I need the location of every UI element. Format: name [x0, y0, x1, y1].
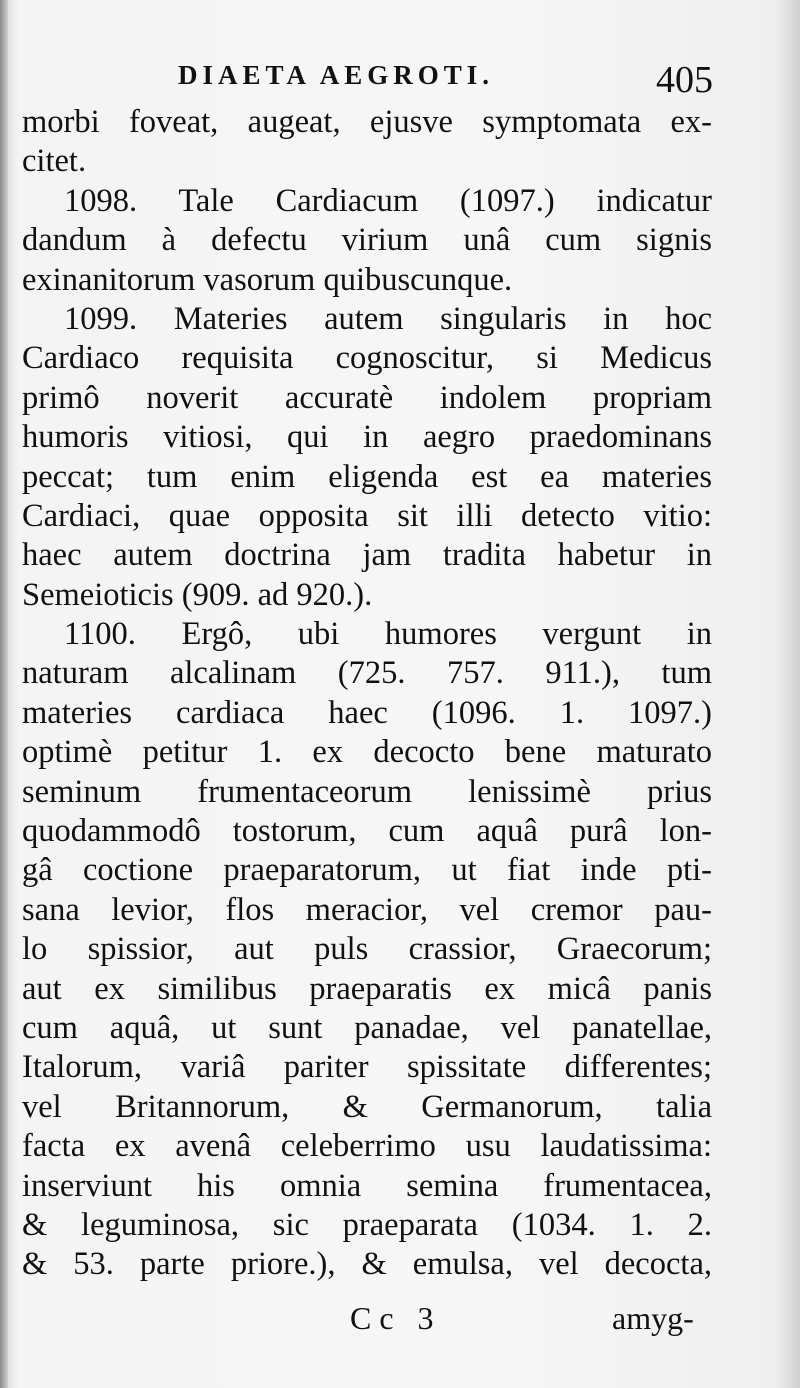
running-head [0, 58, 800, 102]
page-gutter-shadow [0, 0, 8, 1388]
text-line: exinanitorum vasorum quibuscunque. [22, 261, 513, 298]
text-line: Cardiaco requisita cognoscitur, si Medicus [22, 340, 712, 377]
text-line: seminum frumentaceorum lenissimè prius [22, 773, 712, 810]
text-line: optimè petitur 1. ex decocto bene maturato [22, 734, 712, 771]
text-line: Italorum, variâ pariter spissitate differentes; [22, 1049, 712, 1086]
text-line: & 53. parte priore.), & emulsa, vel decocta, [22, 1246, 712, 1283]
page-number: 405 [656, 59, 713, 101]
text-line: humoris vitiosi, qui in aegro praedominans [22, 419, 712, 456]
text-line: lo spissior, aut puls crassior, Graecorum; [22, 931, 712, 968]
paragraph-1098-start: 1098. Tale Cardiacum (1097.) indicatur [64, 182, 712, 219]
text-line: cum aquâ, ut sunt panadae, vel panatellae, [22, 1009, 712, 1046]
text-line: vel Britannorum, & Germanorum, talia [22, 1088, 712, 1125]
catchword: amyg- [612, 1300, 694, 1336]
page-footer [0, 1300, 800, 1350]
text-line: Semeioticis (909. ad 920.). [22, 576, 373, 613]
paragraph-1100-start: 1100. Ergô, ubi humores vergunt in [64, 616, 712, 653]
text-line: & leguminosa, sic praeparata (1034. 1. 2. [22, 1206, 712, 1243]
text-line: materies cardiaca haec (1096. 1. 1097.) [22, 694, 712, 731]
signature-mark: Cc 3 [350, 1300, 442, 1336]
text-line: gâ coctione praeparatorum, ut fiat inde pti- [22, 852, 712, 889]
text-line: Cardiaci, quae opposita sit illi detecto vitio: [22, 497, 712, 534]
text-line: primô noverit accuratè indolem propriam [22, 379, 712, 416]
text-line: morbi foveat, augeat, ejusve symptomata ex- [22, 104, 712, 140]
text-line: naturam alcalinam (725. 757. 911.), tum [22, 655, 712, 692]
body-text [22, 103, 712, 1285]
text-line: peccat; tum enim eligenda est ea materies [22, 458, 712, 495]
text-line: haec autem doctrina jam tradita habetur in [22, 537, 712, 574]
text-line: sana levior, flos meracior, vel cremor pau- [22, 891, 712, 928]
text-line: dandum à defectu virium unâ cum signis [22, 222, 712, 259]
text-line: facta ex avenâ celeberrimo usu laudatissima: [22, 1128, 712, 1165]
running-head-title: DIAETA AEGROTI. [178, 60, 495, 90]
text-line: quodammodô tostorum, cum aquâ purâ lon- [22, 813, 712, 850]
text-line: citet. [22, 143, 87, 180]
paragraph-1099-start: 1099. Materies autem singularis in hoc [64, 300, 712, 337]
text-line: aut ex similibus praeparatis ex micâ panis [22, 970, 712, 1007]
text-line: inserviunt his omnia semina frumentacea, [22, 1167, 712, 1204]
